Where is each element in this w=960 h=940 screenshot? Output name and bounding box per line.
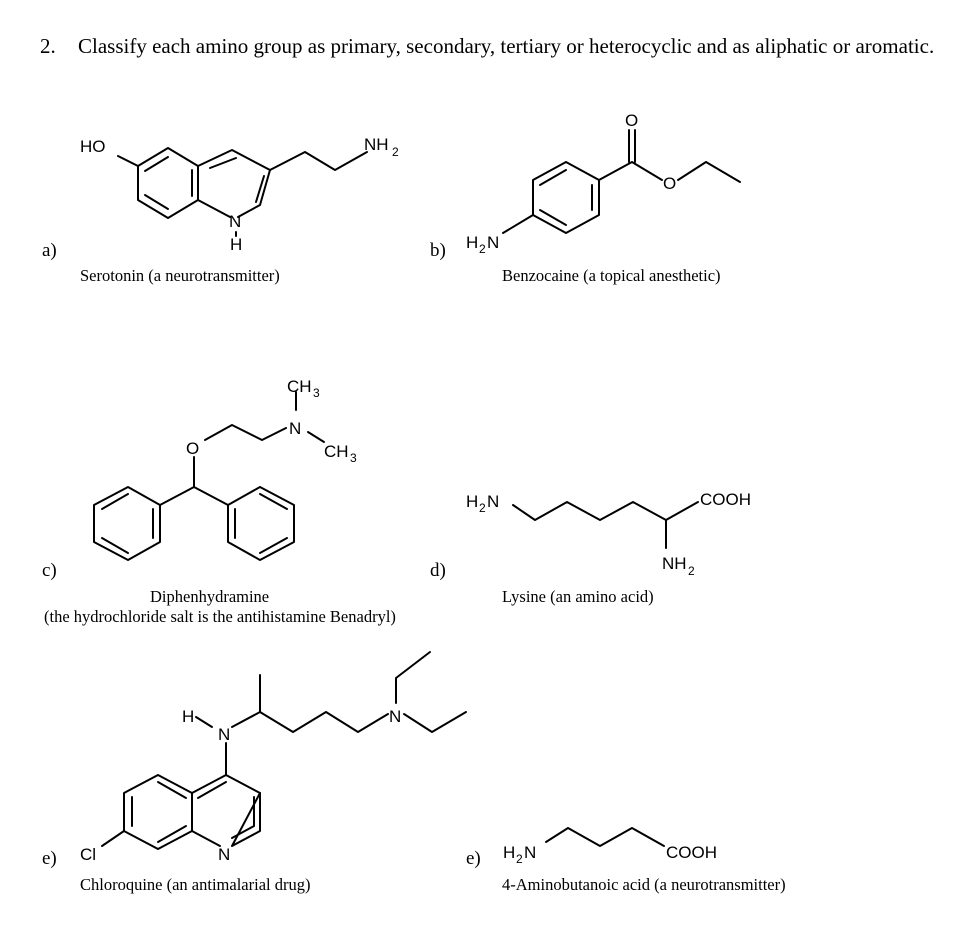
item-letter-c: c) [42,560,57,581]
chloroquine-tertiary-n-label: N [389,707,402,726]
serotonin-nh2-label: NH [364,135,389,154]
question-text: Classify each amino group as primary, secondary, tertiary or heterocyclic and as aliphatic or aromatic. [78,34,935,58]
lysine-nh2-label: NH [662,554,687,573]
caption-aminobutanoic: 4-Aminobutanoic acid (a neurotransmitter) [502,875,786,894]
caption-diphenhydramine-note: (the hydrochloride salt is the antihistamine Benadryl) [44,607,396,626]
diphenhydramine-ch3-top: CH [287,377,312,396]
gaba-h2n-n: N [524,843,537,862]
chloroquine-cl-label: Cl [80,845,97,864]
chloroquine-nh-n-label: N [218,725,231,744]
item-letter-a: a) [42,240,57,261]
chloroquine-ring-n-label: N [218,845,231,864]
benzocaine-h2n-sub: 2 [479,242,486,256]
item-letter-e2: e) [466,848,481,869]
item-letter-e1: e) [42,848,57,869]
item-letter-d: d) [430,560,446,581]
benzocaine-ester-o-label: O [663,174,677,193]
benzocaine-h2n-h: H [466,233,479,252]
caption-serotonin: Serotonin (a neurotransmitter) [80,266,280,285]
diphenhydramine-o-label: O [186,439,200,458]
diphenhydramine-ch3-right-sub: 3 [350,451,357,465]
lysine-h2n-h: H [466,492,479,511]
gaba-cooh-label: COOH [666,843,717,862]
caption-chloroquine: Chloroquine (an antimalarial drug) [80,875,311,894]
serotonin-nh2-subscript: 2 [392,145,399,159]
benzocaine-h2n-n: N [487,233,500,252]
lysine-h2n-n: N [487,492,500,511]
question-number: 2. [40,34,56,58]
diphenhydramine-ch3-top-sub: 3 [313,386,320,400]
caption-lysine: Lysine (an amino acid) [502,587,654,606]
serotonin-h-label: H [230,235,243,254]
serotonin-ho-label: HO [80,137,106,156]
serotonin-n-label: N [229,212,242,231]
lysine-nh2-sub: 2 [688,564,695,578]
diphenhydramine-ch3-right: CH [324,442,349,461]
lysine-cooh-label: COOH [700,490,751,509]
caption-benzocaine: Benzocaine (a topical anesthetic) [502,266,721,285]
diphenhydramine-n-label: N [289,419,302,438]
chloroquine-h-label: H [182,707,195,726]
benzocaine-carbonyl-o-label: O [625,111,639,130]
lysine-h2n-sub: 2 [479,501,486,515]
item-letter-b: b) [430,240,446,261]
gaba-h2n-sub: 2 [516,852,523,866]
gaba-h2n-h: H [503,843,516,862]
caption-diphenhydramine: Diphenhydramine [150,587,270,606]
